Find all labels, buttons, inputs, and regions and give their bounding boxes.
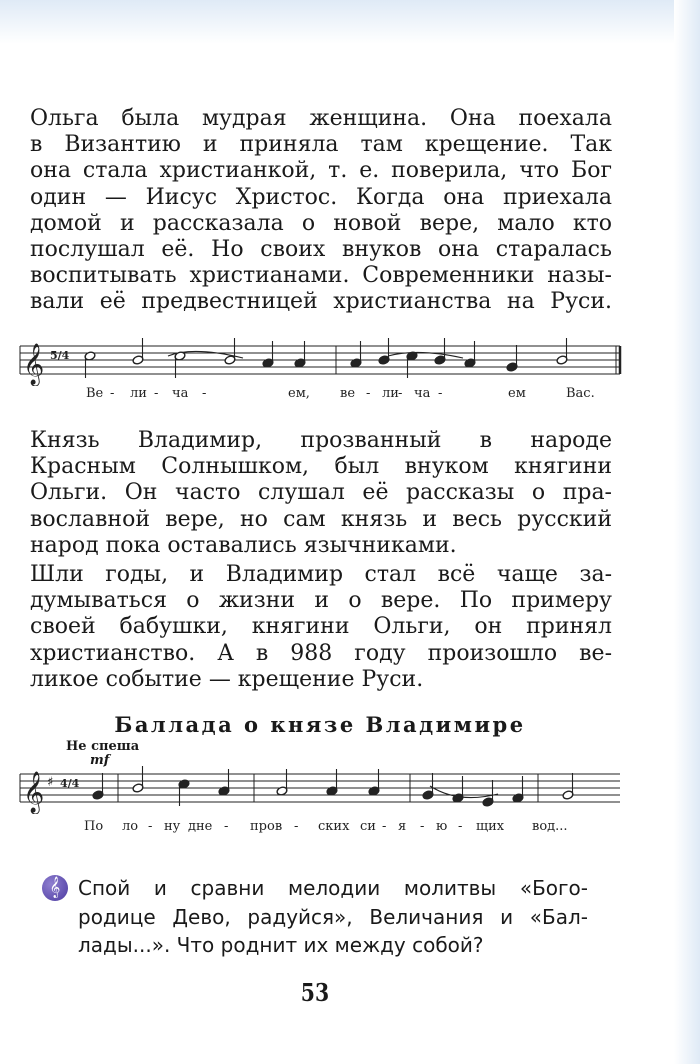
dynamic-marking: mf — [90, 753, 110, 768]
lyric-syllable: - — [110, 386, 115, 401]
lyric-syllable: Ве — [86, 386, 104, 401]
lyric-syllable: дне — [188, 819, 213, 834]
lyric-syllable: вод... — [532, 819, 568, 834]
text-line: своей бабушки, княгини Ольги, он принял — [30, 614, 612, 640]
lyric-syllable: - — [202, 386, 207, 401]
text-line: Красным Солнышком, был внуком княгини — [30, 454, 612, 480]
lyric-syllable: я — [398, 819, 407, 834]
text-line: народ пока оставались язычниками. — [30, 532, 457, 558]
lyric-syllable: - — [294, 819, 299, 834]
text-line: один — Иисус Христос. Когда она приехала — [30, 184, 612, 210]
time-signature-top: 5/4 — [50, 349, 70, 362]
treble-clef-icon: 𝄞 — [23, 772, 45, 813]
lyric-syllable: ча — [172, 386, 189, 401]
right-background-band — [674, 0, 700, 1064]
text-line: домой и рассказала о новой вере, мало кто — [30, 210, 612, 236]
tempo-marking: Не спеша — [66, 739, 140, 754]
text-line: Ольга была мудрая женщина. Она поехала — [30, 106, 612, 131]
task-line: лады...». Что роднит их между собой? — [78, 933, 484, 957]
lyric-syllable: - — [420, 819, 425, 834]
paragraph-olga — [30, 106, 612, 316]
text-line: воспитывать христианами. Современники назы- — [30, 263, 612, 289]
music-staff-ballad — [18, 764, 622, 814]
lyric-syllable: - — [224, 819, 229, 834]
treble-clef-icon: 𝄞 — [23, 344, 45, 385]
lyric-syllable: ну — [164, 819, 181, 834]
lyric-syllable: ю — [436, 819, 448, 834]
text-line: она стала христианкой, т. е. поверила, что Бог — [30, 158, 612, 184]
lyric-syllable: ло — [122, 819, 139, 834]
lyric-syllable: - — [398, 386, 403, 401]
lyric-syllable: ем, — [288, 386, 310, 401]
lyric-syllable: ли — [130, 386, 147, 401]
lyric-syllable: ских — [318, 819, 350, 834]
text-line: христианство. А в 988 году произошло ве- — [30, 640, 612, 666]
text-line: Шли годы, и Владимир стал всё чаще за- — [30, 562, 612, 587]
lyric-syllable: щих — [476, 819, 505, 834]
text-line: думываться о жизни и о вере. По примеру — [30, 588, 612, 614]
task-line: Спой и сравни мелодии молитвы «Бого- — [78, 876, 588, 900]
lyric-syllable: Вас. — [566, 386, 595, 401]
text-line: Ольги. Он часто слушал её рассказы о пра- — [30, 480, 612, 506]
time-signature-top: 4/4 — [60, 777, 80, 790]
task-text — [78, 874, 588, 960]
key-signature-sharp: ♯ — [47, 775, 54, 790]
song-title: Баллада о князе Владимире — [114, 712, 526, 737]
paragraph-baptism — [30, 562, 612, 693]
lyric-syllable: - — [366, 386, 371, 401]
page-number: 53 — [300, 978, 330, 1007]
lyric-syllable: ве — [340, 386, 356, 401]
lyric-syllable: ли — [382, 386, 399, 401]
task-line: родице Дево, радуйся», Величания и «Бал- — [78, 904, 588, 929]
lyric-syllable: ча — [414, 386, 431, 401]
lyric-syllable: пров — [250, 819, 283, 834]
treble-clef-icon: 𝄞 — [42, 875, 68, 901]
lyric-syllable: си — [360, 819, 376, 834]
text-line: в Византию и приняла там крещение. Так — [30, 132, 612, 158]
text-line: послушал её. Но своих внуков она старалась — [30, 237, 612, 263]
lyric-syllable: - — [148, 819, 153, 834]
music-staff-velichanie — [18, 336, 622, 386]
lyric-syllable: - — [438, 386, 443, 401]
lyric-syllable: - — [154, 386, 159, 401]
lyric-syllable: ем — [508, 386, 526, 401]
top-background-band — [0, 0, 700, 44]
text-line: вали её предвестницей христианства на Руси. — [30, 289, 612, 315]
lyric-syllable: - — [382, 819, 387, 834]
lyric-syllable: По — [84, 819, 104, 834]
paragraph-vladimir — [30, 428, 612, 559]
lyric-syllable: - — [458, 819, 463, 834]
text-line: вославной вере, но сам князь и весь русский — [30, 506, 612, 532]
text-line: Князь Владимир, прозванный в народе — [30, 428, 612, 453]
text-line: ликое событие — крещение Руси. — [30, 666, 424, 692]
